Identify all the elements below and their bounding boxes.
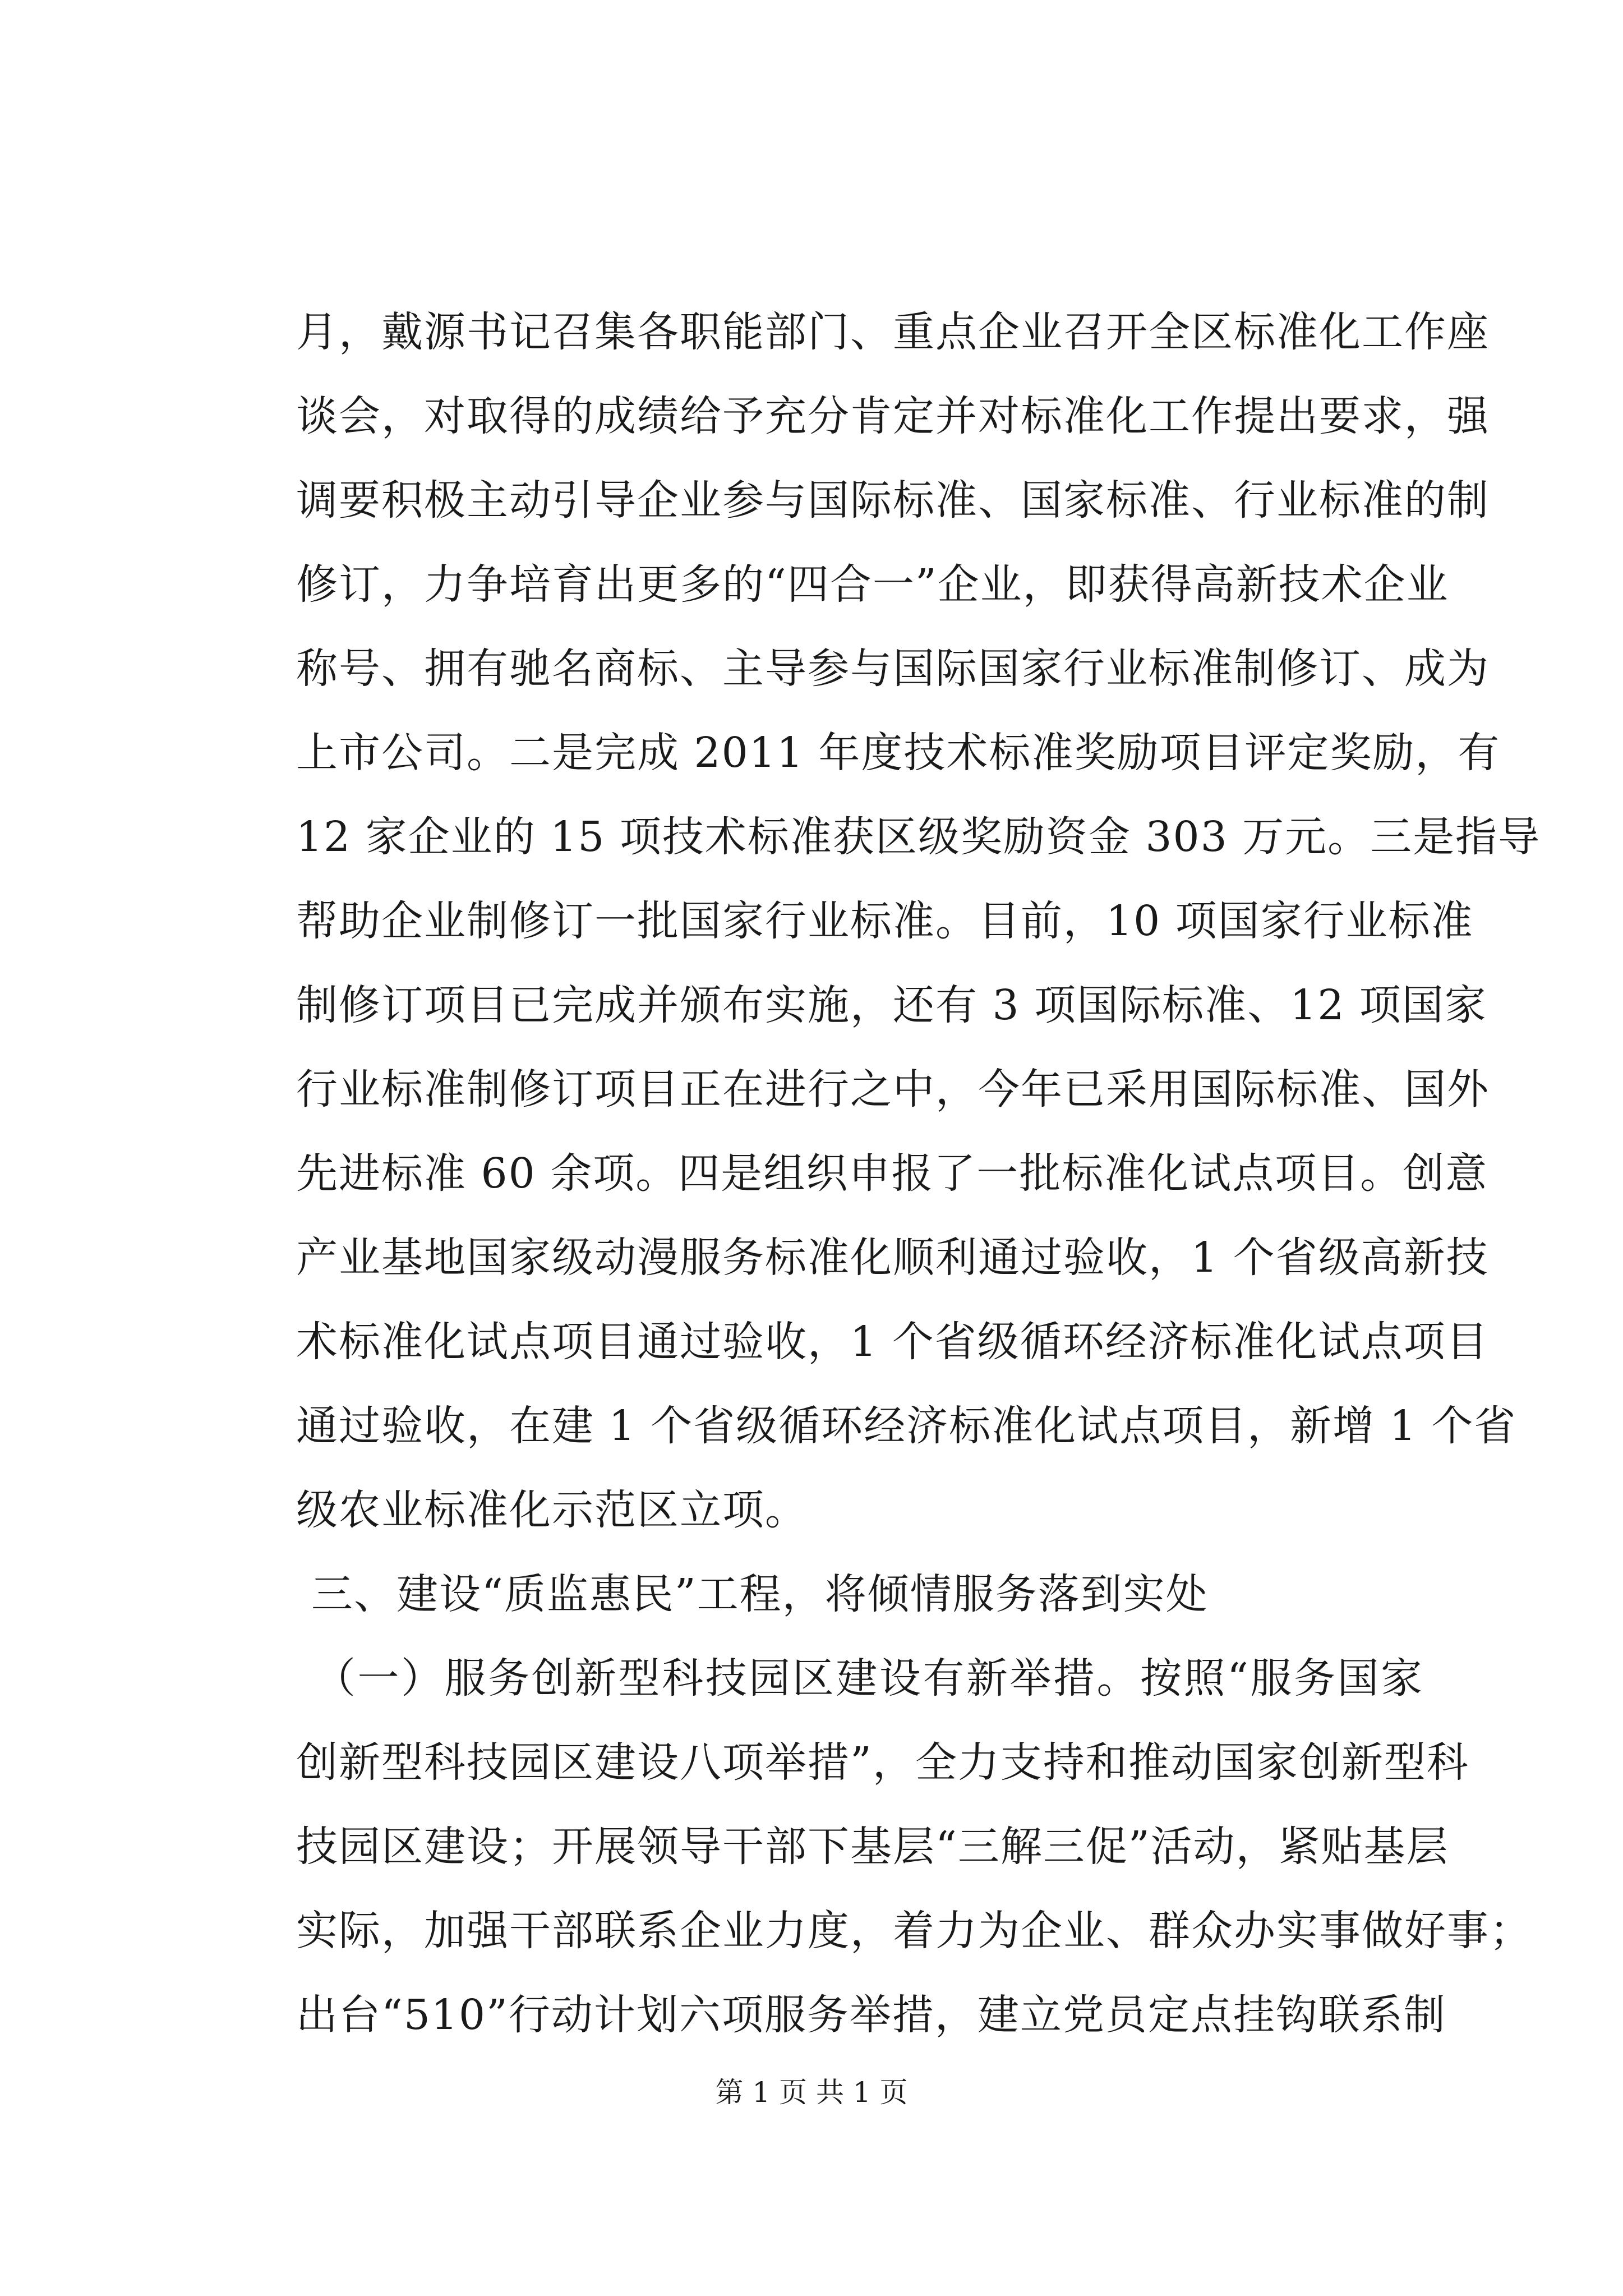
text-line: 实际，加强干部联系企业力度，着力为企业、群众办实事做好事； bbox=[296, 1907, 1532, 1955]
subsection-heading-line: （一）服务创新型科技园区建设有新举措。按照“服务国家 bbox=[314, 1654, 1423, 1703]
text-line: 调要积极主动引导企业参与国际标准、国家标准、行业标准的制 bbox=[296, 476, 1490, 524]
text-line: 出台“510”行动计划六项服务举措，建立党员定点挂钩联系制 bbox=[296, 1991, 1446, 2039]
text-line: 先进标准 60 余项。四是组织申报了一批标准化试点项目。创意 bbox=[296, 1149, 1488, 1198]
text-line: 修订，力争培育出更多的“四合一”企业，即获得高新技术企业 bbox=[296, 560, 1449, 609]
text-line: 术标准化试点项目通过验收，1 个省级循环经济标准化试点项目 bbox=[296, 1318, 1489, 1366]
text-line: 技园区建设；开展领导干部下基层“三解三促”活动，紧贴基层 bbox=[296, 1823, 1449, 1871]
text-line: 上市公司。二是完成 2011 年度技术标准奖励项目评定奖励，有 bbox=[296, 729, 1501, 777]
text-line: 行业标准制修订项目正在进行之中，今年已采用国际标准、国外 bbox=[296, 1065, 1490, 1114]
text-line: 通过验收，在建 1 个省级循环经济标准化试点项目，新增 1 个省 bbox=[296, 1402, 1517, 1450]
text-line: 制修订项目已完成并颁布实施，还有 3 项国际标准、12 项国家 bbox=[296, 981, 1487, 1029]
page-number-footer: 第 1 页 共 1 页 bbox=[715, 2076, 908, 2109]
text-line: 级农业标准化示范区立项。 bbox=[296, 1486, 808, 1534]
text-line: 月，戴源书记召集各职能部门、重点企业召开全区标准化工作座 bbox=[296, 308, 1490, 356]
text-line: 12 家企业的 15 项技术标准获区级奖励资金 303 万元。三是指导 bbox=[296, 813, 1541, 861]
text-line: 谈会，对取得的成绩给予充分肯定并对标准化工作提出要求，强 bbox=[296, 392, 1490, 440]
section-heading: 三、建设“质监惠民”工程，将倾情服务落到实处 bbox=[311, 1570, 1209, 1618]
text-line: 称号、拥有驰名商标、主导参与国际国家行业标准制修订、成为 bbox=[296, 645, 1490, 693]
text-line: 帮助企业制修订一批国家行业标准。目前，10 项国家行业标准 bbox=[296, 897, 1474, 945]
text-line: 产业基地国家级动漫服务标准化顺利通过验收，1 个省级高新技 bbox=[296, 1234, 1489, 1282]
text-line: 创新型科技园区建设八项举措”，全力支持和推动国家创新型科 bbox=[296, 1738, 1469, 1787]
